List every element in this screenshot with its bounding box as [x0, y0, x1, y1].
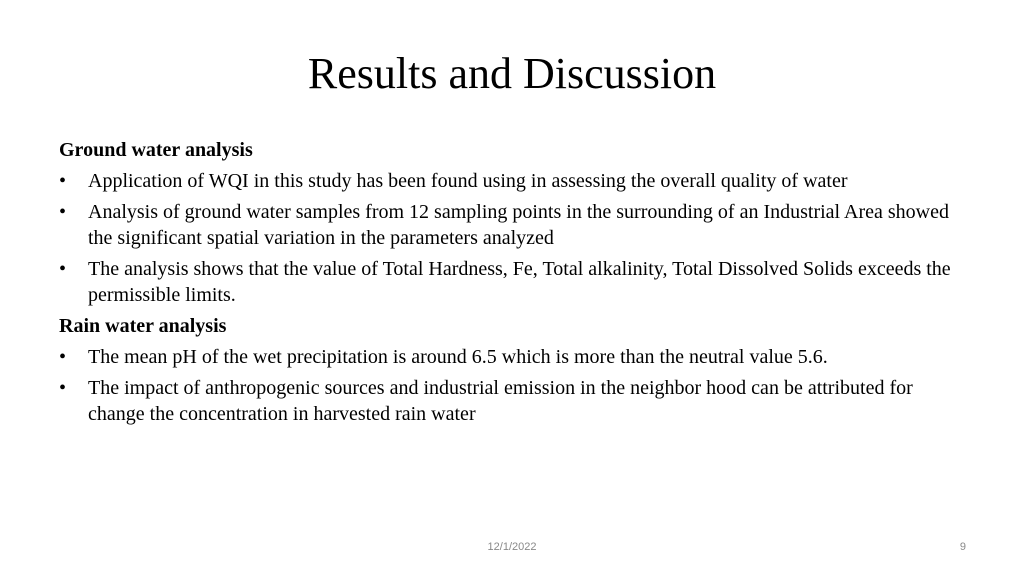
section-heading: Ground water analysis — [59, 139, 253, 161]
slide-body — [59, 137, 959, 432]
bullet-text: The analysis shows that the value of Total Hardness, Fe, Total alkalinity, Total Dissolved Solids exceeds the permissible limits. — [88, 258, 951, 306]
bullet-icon: • — [59, 377, 67, 399]
bullet-item — [59, 344, 959, 370]
bullet-icon: • — [59, 170, 67, 192]
section-ground-water — [59, 137, 959, 308]
bullet-icon: • — [59, 346, 67, 368]
bullet-item — [59, 375, 959, 427]
bullet-text: Application of WQI in this study has been found using in assessing the overall quality of water — [88, 170, 848, 192]
footer-date: 12/1/2022 — [487, 541, 537, 553]
slide-title: Results and Discussion — [307, 49, 717, 98]
bullet-text: The mean pH of the wet precipitation is around 6.5 which is more than the neutral value 5.6. — [88, 346, 828, 368]
bullet-text: The impact of anthropogenic sources and industrial emission in the neighbor hood can be attributed for change the concentration in harvested rain water — [88, 377, 913, 425]
bullet-icon: • — [59, 201, 67, 223]
bullet-item — [59, 168, 959, 194]
bullet-list — [59, 344, 959, 427]
bullet-text: Analysis of ground water samples from 12 sampling points in the surrounding of an Industrial Area showed the significant spatial variation in the parameters analyzed — [88, 201, 949, 249]
section-heading: Rain water analysis — [59, 315, 227, 337]
slide-number: 9 — [959, 541, 966, 553]
bullet-list — [59, 168, 959, 308]
bullet-item — [59, 199, 959, 251]
bullet-icon: • — [59, 258, 67, 280]
bullet-item — [59, 256, 959, 308]
section-rain-water — [59, 313, 959, 427]
